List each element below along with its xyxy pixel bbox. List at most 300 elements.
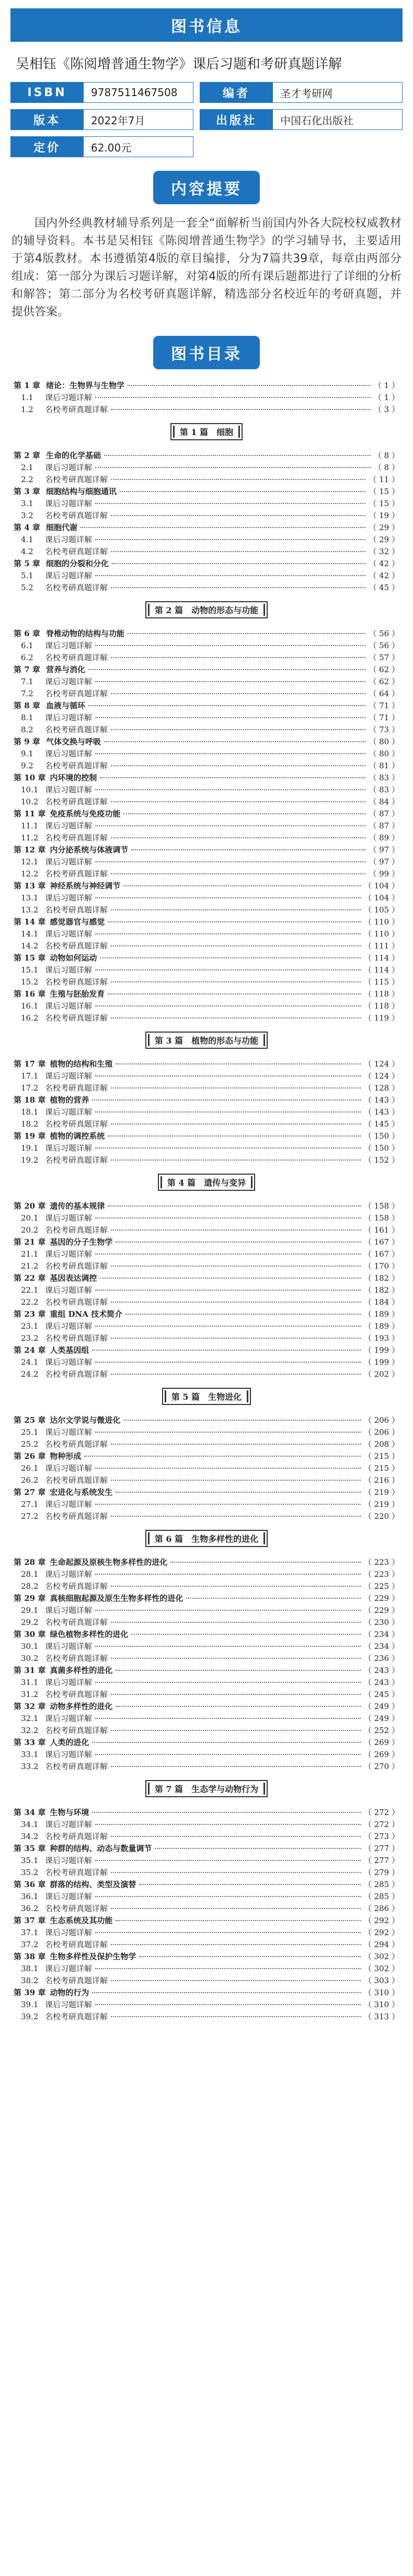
dot-leader bbox=[123, 813, 365, 814]
toc-chapter-row[interactable] bbox=[14, 1236, 399, 1248]
dot-leader bbox=[92, 1099, 360, 1100]
toc-page-number: （ 87 ） bbox=[369, 821, 399, 830]
toc-section-row[interactable] bbox=[14, 498, 399, 510]
toc-page-number: （ 97 ） bbox=[369, 857, 399, 867]
toc-number: 第 2 章 bbox=[14, 451, 40, 460]
toc-page-number: （ 73 ） bbox=[369, 725, 399, 734]
toc-title: 植物的营养 bbox=[50, 1095, 89, 1105]
toc-page-number: （ 219 ） bbox=[363, 1500, 399, 1509]
dot-leader bbox=[131, 849, 365, 850]
toc-chapter-row[interactable] bbox=[14, 1665, 399, 1677]
toc-section-row[interactable] bbox=[14, 1498, 399, 1511]
toc-section-row[interactable] bbox=[14, 1332, 399, 1344]
toc-number: 27.2 bbox=[21, 1512, 39, 1521]
toc-chapter-row[interactable] bbox=[14, 988, 399, 1000]
toc-section-row[interactable] bbox=[14, 868, 399, 880]
toc-section-row[interactable] bbox=[14, 676, 399, 688]
toc-section-row[interactable] bbox=[14, 928, 399, 940]
toc-chapter-row[interactable] bbox=[14, 1987, 399, 1999]
dot-leader bbox=[95, 1432, 361, 1433]
toc-chapter-row[interactable] bbox=[14, 1414, 399, 1426]
toc-number: 33.2 bbox=[21, 1762, 39, 1771]
toc-section-row[interactable] bbox=[14, 1426, 399, 1438]
dot-leader bbox=[100, 1278, 360, 1279]
toc-section-row[interactable] bbox=[14, 820, 399, 832]
toc-section-row[interactable] bbox=[14, 1356, 399, 1368]
toc-title: 名校考研真题详解 bbox=[45, 1333, 108, 1343]
toc-chapter-row[interactable] bbox=[14, 1344, 399, 1356]
toc-chapter-row[interactable] bbox=[14, 1094, 399, 1106]
toc-number: 第 8 章 bbox=[14, 701, 40, 710]
toc-title: 课后习题详解 bbox=[45, 641, 93, 650]
toc-section-row[interactable] bbox=[14, 534, 399, 546]
toc-page-number: （ 277 ） bbox=[363, 1844, 399, 1853]
toc-page-number: （ 104 ） bbox=[363, 881, 399, 891]
toc-number: 2.2 bbox=[21, 475, 33, 484]
toc-title: 课后习题详解 bbox=[45, 1964, 93, 1973]
toc-number: 37.1 bbox=[21, 1928, 39, 1937]
toc-title: 课后习题详解 bbox=[45, 713, 93, 722]
toc-section-row[interactable] bbox=[14, 1831, 399, 1843]
dot-leader bbox=[95, 681, 365, 682]
toc-chapter-row[interactable] bbox=[14, 1200, 399, 1212]
toc-section-row[interactable] bbox=[14, 892, 399, 904]
toc-section-row[interactable] bbox=[14, 1867, 399, 1879]
toc-section-row[interactable] bbox=[14, 510, 399, 522]
toc-section-row[interactable] bbox=[14, 1284, 399, 1296]
toc-section-row[interactable] bbox=[14, 724, 399, 736]
dot-leader bbox=[111, 515, 365, 516]
toc-section-row[interactable] bbox=[14, 1462, 399, 1474]
toc-section-row[interactable] bbox=[14, 688, 399, 700]
dot-leader bbox=[111, 1944, 361, 1945]
toc-chapter-row[interactable] bbox=[14, 1843, 399, 1855]
toc-page-number: （ 1 ） bbox=[373, 393, 399, 402]
toc-number: 第 19 章 bbox=[14, 1131, 46, 1141]
toc-section-row[interactable] bbox=[14, 570, 399, 582]
toc-section-row[interactable] bbox=[14, 640, 399, 652]
toc-page-number: （ 225 ） bbox=[363, 1582, 399, 1591]
toc-number: 29.1 bbox=[21, 1606, 39, 1615]
toc-number: 4.1 bbox=[21, 535, 33, 544]
toc-number: 第 16 章 bbox=[14, 989, 46, 999]
dot-leader bbox=[95, 1646, 361, 1647]
toc-chapter-row[interactable] bbox=[14, 1701, 399, 1713]
toc-page-number: （ 199 ） bbox=[363, 1357, 399, 1367]
toc-section-row[interactable] bbox=[14, 1082, 399, 1094]
toc-number: 第 3 章 bbox=[14, 487, 40, 496]
toc-page-number: （ 310 ） bbox=[363, 1988, 399, 1997]
dot-leader bbox=[95, 539, 365, 540]
toc-page-number: （ 42 ） bbox=[369, 571, 399, 580]
dot-leader bbox=[111, 2016, 361, 2017]
toc-page-number: （ 42 ） bbox=[369, 559, 399, 568]
toc-title: 名校考研真题详解 bbox=[45, 1261, 108, 1271]
dot-leader bbox=[95, 753, 365, 754]
dot-leader bbox=[111, 765, 365, 766]
toc-section-row[interactable] bbox=[14, 462, 399, 474]
toc-chapter-row[interactable] bbox=[14, 1486, 399, 1498]
toc-section-row[interactable] bbox=[14, 1761, 399, 1773]
toc-title: 课后习题详解 bbox=[45, 1820, 93, 1829]
part-heading: 第 5 篇 生物进化 bbox=[162, 1388, 251, 1405]
toc-page-number: （ 285 ） bbox=[363, 1892, 399, 1901]
part-heading: 第 6 篇 生物多样性的进化 bbox=[145, 1530, 268, 1547]
toc-section-row[interactable] bbox=[14, 652, 399, 664]
toc-page-number: （ 208 ） bbox=[363, 1439, 399, 1449]
toc-section-row[interactable] bbox=[14, 1142, 399, 1154]
toc-chapter-row[interactable] bbox=[14, 1058, 399, 1070]
price-value: 62.00元 bbox=[84, 136, 193, 157]
dot-leader bbox=[88, 705, 365, 706]
toc-title: 达尔文学说与微进化 bbox=[50, 1415, 121, 1425]
dot-leader bbox=[95, 575, 365, 576]
toc-chapter-row[interactable] bbox=[14, 664, 399, 676]
toc-title: 课后习题详解 bbox=[45, 1071, 93, 1081]
toc-chapter-row[interactable] bbox=[14, 880, 399, 892]
toc-page-number: （ 272 ） bbox=[363, 1808, 399, 1817]
toc-number: 16.1 bbox=[21, 1001, 39, 1011]
dot-leader bbox=[111, 801, 365, 802]
toc-number: 34.2 bbox=[21, 1832, 39, 1841]
toc-chapter-row[interactable] bbox=[14, 952, 399, 964]
toc-chapter-row[interactable] bbox=[14, 1879, 399, 1891]
toc-page-number: （ 11 ） bbox=[369, 475, 399, 484]
toc-chapter-row[interactable] bbox=[14, 450, 399, 462]
toc-title: 课后习题详解 bbox=[45, 1213, 93, 1223]
toc-title: 生物与环境 bbox=[50, 1808, 89, 1817]
toc-section-row[interactable] bbox=[14, 1320, 399, 1332]
toc-page-number: （ 124 ） bbox=[363, 1059, 399, 1069]
toc-chapter-row[interactable] bbox=[14, 844, 399, 856]
toc-number: 第 39 章 bbox=[14, 1988, 46, 1997]
toc-section-row[interactable] bbox=[14, 1605, 399, 1617]
toc-section-row[interactable] bbox=[14, 1963, 399, 1975]
toc-page-number: （ 189 ） bbox=[363, 1321, 399, 1331]
toc-number: 20.1 bbox=[21, 1213, 39, 1223]
toc-chapter-row[interactable] bbox=[14, 1915, 399, 1927]
toc-title: 动物的行为 bbox=[50, 1988, 89, 1997]
toc-title: 遗传的基本规律 bbox=[50, 1201, 105, 1211]
toc-section-row[interactable] bbox=[14, 546, 399, 558]
toc-chapter-row[interactable] bbox=[14, 380, 399, 392]
toc-chapter-row[interactable] bbox=[14, 522, 399, 534]
toc-number: 38.2 bbox=[21, 1976, 39, 1985]
toc-section-row[interactable] bbox=[14, 964, 399, 976]
toc-section-row[interactable] bbox=[14, 1212, 399, 1224]
toc-number: 第 33 章 bbox=[14, 1738, 46, 1747]
toc-section-row[interactable] bbox=[14, 1154, 399, 1166]
toc-number: 11.2 bbox=[21, 833, 39, 842]
toc-number: 第 1 章 bbox=[14, 381, 40, 390]
toc-chapter-row[interactable] bbox=[14, 1308, 399, 1320]
dot-leader bbox=[95, 1718, 361, 1719]
toc-section-row[interactable] bbox=[14, 1368, 399, 1380]
toc-section-row[interactable] bbox=[14, 1438, 399, 1450]
book-info-table bbox=[10, 82, 403, 157]
toc-section-row[interactable] bbox=[14, 940, 399, 952]
dot-leader bbox=[95, 1468, 361, 1469]
toc-page-number: （ 220 ） bbox=[363, 1512, 399, 1521]
toc-number: 19.2 bbox=[21, 1155, 39, 1165]
toc-number: 第 17 章 bbox=[14, 1059, 46, 1069]
toc-title: 课后习题详解 bbox=[45, 1001, 93, 1011]
toc-section-row[interactable] bbox=[14, 1260, 399, 1272]
toc-page-number: （ 249 ） bbox=[363, 1702, 399, 1711]
toc-page-number: （ 143 ） bbox=[363, 1107, 399, 1117]
toc-section-row[interactable] bbox=[14, 712, 399, 724]
toc-page-number: （ 230 ） bbox=[363, 1618, 399, 1627]
toc-page-number: （ 206 ） bbox=[363, 1415, 399, 1425]
part-heading: 第 3 篇 植物的形态与功能 bbox=[145, 1032, 268, 1049]
toc-title: 脊椎动物的结构与功能 bbox=[46, 629, 125, 638]
dot-leader bbox=[111, 551, 365, 552]
toc-chapter-row[interactable] bbox=[14, 628, 399, 640]
toc-section-row[interactable] bbox=[14, 1653, 399, 1665]
toc-chapter-row[interactable] bbox=[14, 916, 399, 928]
dot-leader bbox=[95, 1824, 361, 1825]
toc-section-row[interactable] bbox=[14, 1568, 399, 1580]
toc-title: 名校考研真题详解 bbox=[45, 1439, 108, 1449]
toc-section-row[interactable] bbox=[14, 1927, 399, 1939]
toc-page-number: （ 62 ） bbox=[369, 677, 399, 686]
toc-number: 14.2 bbox=[21, 941, 39, 951]
toc-title: 名校考研真题详解 bbox=[45, 1726, 108, 1735]
toc-page-number: （ 104 ） bbox=[363, 893, 399, 903]
toc-number: 30.1 bbox=[21, 1642, 39, 1651]
toc-chapter-row[interactable] bbox=[14, 1130, 399, 1142]
dot-leader bbox=[95, 1148, 361, 1149]
toc-section-row[interactable] bbox=[14, 1819, 399, 1831]
dot-leader bbox=[95, 1754, 361, 1755]
dot-leader bbox=[111, 873, 365, 874]
toc-number: 7.2 bbox=[21, 689, 33, 698]
toc-title: 课后习题详解 bbox=[45, 1678, 93, 1687]
toc-chapter-row[interactable] bbox=[14, 1450, 399, 1462]
dot-leader bbox=[104, 455, 371, 456]
toc-number: 13.2 bbox=[21, 905, 39, 915]
toc-title: 课后习题详解 bbox=[45, 785, 93, 794]
toc-title: 名校考研真题详解 bbox=[45, 405, 108, 414]
dot-leader bbox=[111, 1480, 361, 1481]
toc-chapter-row[interactable] bbox=[14, 486, 399, 498]
toc-section-row[interactable] bbox=[14, 1106, 399, 1118]
dot-leader bbox=[111, 1516, 361, 1517]
dot-leader bbox=[95, 2004, 361, 2005]
toc-page-number: （ 105 ） bbox=[363, 905, 399, 915]
dot-leader bbox=[111, 1658, 361, 1659]
toc-title: 名校考研真题详解 bbox=[45, 475, 108, 484]
part-heading: 第 1 篇 细胞 bbox=[170, 423, 243, 440]
toc-page-number: （ 57 ） bbox=[369, 653, 399, 662]
toc-section-row[interactable] bbox=[14, 474, 399, 486]
toc-section-row[interactable] bbox=[14, 1939, 399, 1951]
toc-section-row[interactable] bbox=[14, 1617, 399, 1629]
dot-leader bbox=[95, 717, 365, 718]
toc-page-number: （ 56 ） bbox=[369, 629, 399, 638]
toc-number: 第 35 章 bbox=[14, 1844, 46, 1853]
toc-number: 12.2 bbox=[21, 869, 39, 879]
toc-section-row[interactable] bbox=[14, 404, 399, 416]
toc-number: 26.2 bbox=[21, 1476, 39, 1485]
toc-page-number: （ 15 ） bbox=[369, 487, 399, 496]
toc-number: 第 9 章 bbox=[14, 737, 40, 746]
toc-number: 23.1 bbox=[21, 1321, 39, 1331]
toc-section-row[interactable] bbox=[14, 1999, 399, 2011]
toc-section-row[interactable] bbox=[14, 1689, 399, 1701]
toc-section-row[interactable] bbox=[14, 1511, 399, 1523]
toc-chapter-row[interactable] bbox=[14, 1272, 399, 1284]
toc-number: 14.1 bbox=[21, 929, 39, 939]
toc-chapter-row[interactable] bbox=[14, 1807, 399, 1819]
toc-section-row[interactable] bbox=[14, 976, 399, 988]
toc-chapter-row[interactable] bbox=[14, 736, 399, 748]
dot-leader bbox=[123, 885, 360, 886]
toc-number: 第 6 章 bbox=[14, 629, 40, 638]
toc-section-row[interactable] bbox=[14, 1903, 399, 1915]
toc-page-number: （ 193 ） bbox=[363, 1333, 399, 1343]
toc-section-row[interactable] bbox=[14, 1580, 399, 1593]
toc-number: 15.1 bbox=[21, 965, 39, 975]
toc-section-row[interactable] bbox=[14, 1975, 399, 1987]
toc-page-number: （ 270 ） bbox=[363, 1762, 399, 1771]
toc-title: 真核细胞起源及原生生物多样性的进化 bbox=[50, 1594, 183, 1603]
toc-page-number: （ 273 ） bbox=[363, 1832, 399, 1841]
toc-page-number: （ 8 ） bbox=[373, 463, 399, 472]
toc-title: 名校考研真题详解 bbox=[45, 1512, 108, 1521]
toc-section-row[interactable] bbox=[14, 1224, 399, 1236]
toc-section-row[interactable] bbox=[14, 1725, 399, 1737]
toc-section-row[interactable] bbox=[14, 392, 399, 404]
toc-page-number: （ 87 ） bbox=[369, 809, 399, 818]
toc-number: 第 29 章 bbox=[14, 1594, 46, 1603]
toc-title: 内环境的控制 bbox=[50, 773, 97, 782]
dot-leader bbox=[92, 1812, 360, 1813]
toc-page-number: （ 97 ） bbox=[369, 845, 399, 854]
dot-leader bbox=[95, 1860, 361, 1861]
toc-chapter-row[interactable] bbox=[14, 1737, 399, 1749]
dot-leader bbox=[111, 479, 365, 480]
toc-title: 重组 DNA 技术简介 bbox=[50, 1309, 123, 1319]
dot-leader bbox=[111, 945, 361, 946]
toc-page-number: （ 303 ） bbox=[363, 1976, 399, 1985]
toc-chapter-row[interactable] bbox=[14, 1629, 399, 1641]
toc-section-row[interactable] bbox=[14, 1012, 399, 1024]
toc-number: 32.1 bbox=[21, 1714, 39, 1723]
toc-page-number: （ 269 ） bbox=[363, 1750, 399, 1759]
toc-title: 名校考研真题详解 bbox=[45, 1868, 108, 1877]
toc-section-row[interactable] bbox=[14, 1891, 399, 1903]
dot-leader bbox=[111, 1230, 361, 1231]
toc-title: 免疫系统与免疫功能 bbox=[50, 809, 121, 818]
toc-section-row[interactable] bbox=[14, 1296, 399, 1308]
toc-page-number: （ 215 ） bbox=[363, 1451, 399, 1461]
toc-section-row[interactable] bbox=[14, 796, 399, 808]
toc-page-number: （ 302 ） bbox=[363, 1952, 399, 1961]
toc-number: 39.1 bbox=[21, 2000, 39, 2009]
toc-section-row[interactable] bbox=[14, 1000, 399, 1012]
toc-number: 第 5 章 bbox=[14, 559, 40, 568]
dot-leader bbox=[95, 933, 361, 934]
dot-leader bbox=[116, 1063, 360, 1064]
publisher-value: 中国石化出版社 bbox=[273, 109, 403, 130]
toc-page-number: （ 170 ） bbox=[363, 1261, 399, 1271]
dot-leader bbox=[108, 1135, 360, 1137]
toc-title: 气体交换与呼吸 bbox=[46, 737, 101, 746]
toc-number: 第 14 章 bbox=[14, 917, 46, 927]
toc-section-row[interactable] bbox=[14, 1677, 399, 1689]
toc-number: 第 31 章 bbox=[14, 1666, 46, 1675]
toc-chapter-row[interactable] bbox=[14, 1593, 399, 1605]
toc-section-row[interactable] bbox=[14, 1713, 399, 1725]
toc-title: 名校考研真题详解 bbox=[45, 2012, 108, 2021]
toc-section-row[interactable] bbox=[14, 784, 399, 796]
toc-section-row[interactable] bbox=[14, 856, 399, 868]
toc-chapter-row[interactable] bbox=[14, 808, 399, 820]
toc-number: 第 13 章 bbox=[14, 881, 46, 891]
toc-number: 第 36 章 bbox=[14, 1880, 46, 1889]
toc-title: 生命的化学基础 bbox=[46, 451, 101, 460]
toc-section-row[interactable] bbox=[14, 1641, 399, 1653]
toc-chapter-row[interactable] bbox=[14, 772, 399, 784]
toc-page-number: （ 32 ） bbox=[369, 547, 399, 556]
toc-title: 生殖与胚胎发育 bbox=[50, 989, 105, 999]
dot-leader bbox=[95, 969, 361, 970]
toc-section-row[interactable] bbox=[14, 1070, 399, 1082]
toc-page-number: （ 145 ） bbox=[363, 1119, 399, 1129]
toc-chapter-row[interactable] bbox=[14, 700, 399, 712]
toc-chapter-row[interactable] bbox=[14, 1556, 399, 1568]
toc-section-row[interactable] bbox=[14, 1749, 399, 1761]
toc-number: 18.1 bbox=[21, 1107, 39, 1117]
toc-section-row[interactable] bbox=[14, 832, 399, 844]
info-row-price bbox=[10, 136, 403, 157]
toc-title: 基因的分子生物学 bbox=[50, 1237, 113, 1247]
toc-title: 名校考研真题详解 bbox=[45, 1155, 108, 1165]
toc-page-number: （ 286 ） bbox=[363, 1904, 399, 1913]
book-info-banner: 图书信息 bbox=[10, 8, 403, 42]
dot-leader bbox=[111, 837, 365, 838]
toc-section-row[interactable] bbox=[14, 760, 399, 772]
toc-number: 24.1 bbox=[21, 1357, 39, 1367]
toc-title: 课后习题详解 bbox=[45, 749, 93, 758]
toc-number: 第 11 章 bbox=[14, 809, 46, 818]
toc-number: 19.1 bbox=[21, 1143, 39, 1153]
toc-page-number: （ 229 ） bbox=[363, 1594, 399, 1603]
toc-title: 神经系统与神经调节 bbox=[50, 881, 121, 891]
toc-number: 22.2 bbox=[21, 1297, 39, 1307]
toc-page-number: （ 223 ） bbox=[363, 1570, 399, 1579]
toc-number: 25.1 bbox=[21, 1427, 39, 1437]
toc-section-row[interactable] bbox=[14, 1118, 399, 1130]
toc-title: 名校考研真题详解 bbox=[45, 1904, 108, 1913]
toc-chapter-row[interactable] bbox=[14, 1951, 399, 1963]
toc-page-number: （ 64 ） bbox=[369, 689, 399, 698]
toc-title: 基因表达调控 bbox=[50, 1273, 97, 1283]
toc-section-row[interactable] bbox=[14, 748, 399, 760]
toc-section-row[interactable] bbox=[14, 582, 399, 594]
toc-page-number: （ 272 ） bbox=[363, 1820, 399, 1829]
toc-section-row[interactable] bbox=[14, 2011, 399, 2023]
toc-section-row[interactable] bbox=[14, 1248, 399, 1260]
toc-page-number: （ 302 ） bbox=[363, 1964, 399, 1973]
toc-chapter-row[interactable] bbox=[14, 558, 399, 570]
toc-section-row[interactable] bbox=[14, 1474, 399, 1486]
dot-leader bbox=[95, 645, 365, 646]
toc-section-row[interactable] bbox=[14, 1855, 399, 1867]
toc-number: 第 15 章 bbox=[14, 953, 46, 963]
toc-section-row[interactable] bbox=[14, 904, 399, 916]
